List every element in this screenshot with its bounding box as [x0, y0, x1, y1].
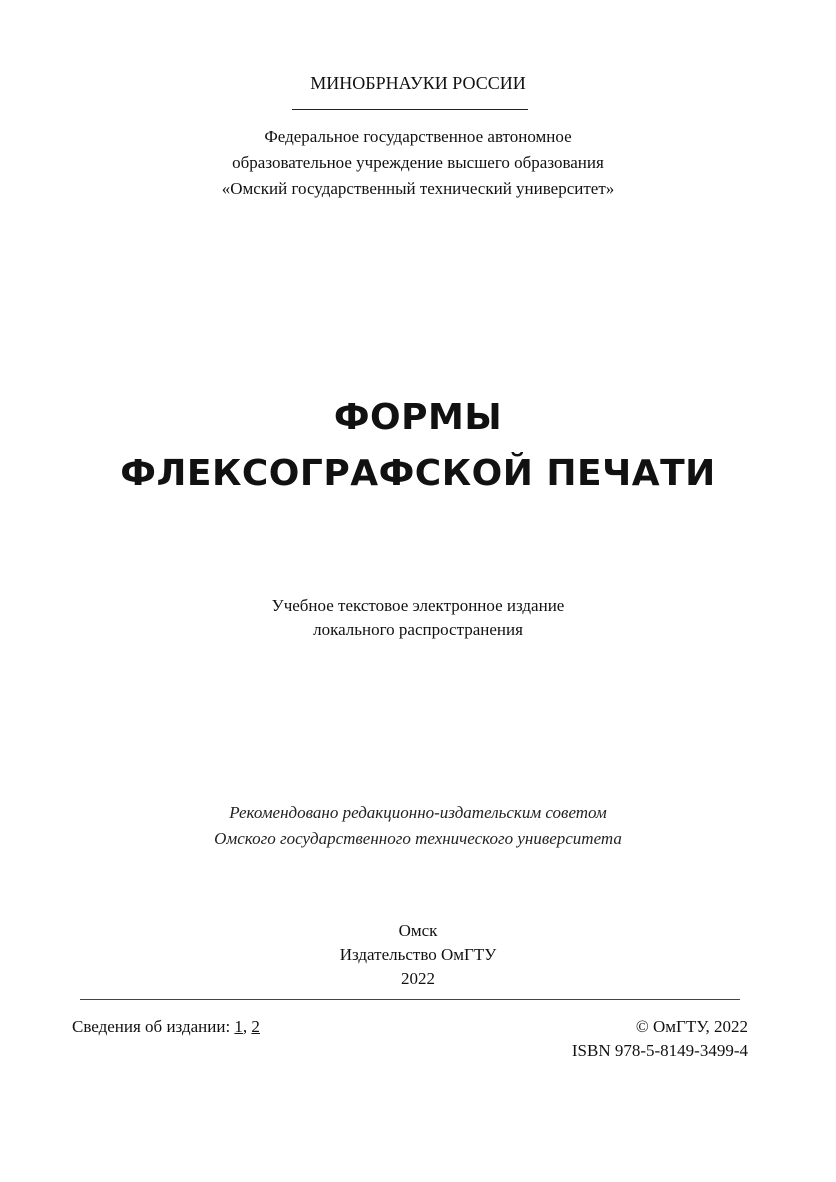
ministry-underline [292, 109, 528, 110]
edition-info-link-1[interactable]: 1 [234, 1017, 243, 1036]
organization-block [0, 124, 836, 202]
edition-type [0, 594, 836, 642]
edition-info [72, 1015, 260, 1039]
title-line-1: ФОРМЫ [333, 397, 503, 438]
organization-line-2: образовательное учреждение высшего образования [232, 153, 604, 172]
edition-type-line-2: локального распространения [313, 620, 523, 639]
edition-info-separator: , [242, 1017, 252, 1036]
imprint-publisher: Издательство ОмГТУ [339, 945, 497, 964]
copyright-block [572, 1015, 748, 1063]
copyright-text: © ОмГТУ, 2022 [635, 1017, 748, 1036]
imprint-year: 2022 [401, 969, 435, 988]
ministry-name: МИНОБРНАУКИ РОССИИ [310, 73, 526, 93]
recommendation-note [0, 800, 836, 852]
edition-info-label: Сведения об издании: [72, 1017, 235, 1036]
organization-line-1: Федеральное государственное автономное [264, 127, 572, 146]
recommendation-line-1: Рекомендовано редакционно-издательским советом [229, 803, 607, 822]
document-title [0, 390, 836, 502]
imprint-block [0, 919, 836, 991]
footer-divider [80, 999, 740, 1000]
organization-line-3: «Омский государственный технический университет» [221, 179, 615, 198]
title-line-2: ФЛЕКСОГРАФСКОЙ ПЕЧАТИ [120, 453, 716, 494]
edition-info-link-2[interactable]: 2 [251, 1017, 260, 1036]
recommendation-line-2: Омского государственного технического университета [214, 829, 622, 848]
isbn-text: ISBN 978-5-8149-3499-4 [571, 1041, 748, 1060]
edition-type-line-1: Учебное текстовое электронное издание [271, 596, 565, 615]
imprint-city: Омск [398, 921, 438, 940]
